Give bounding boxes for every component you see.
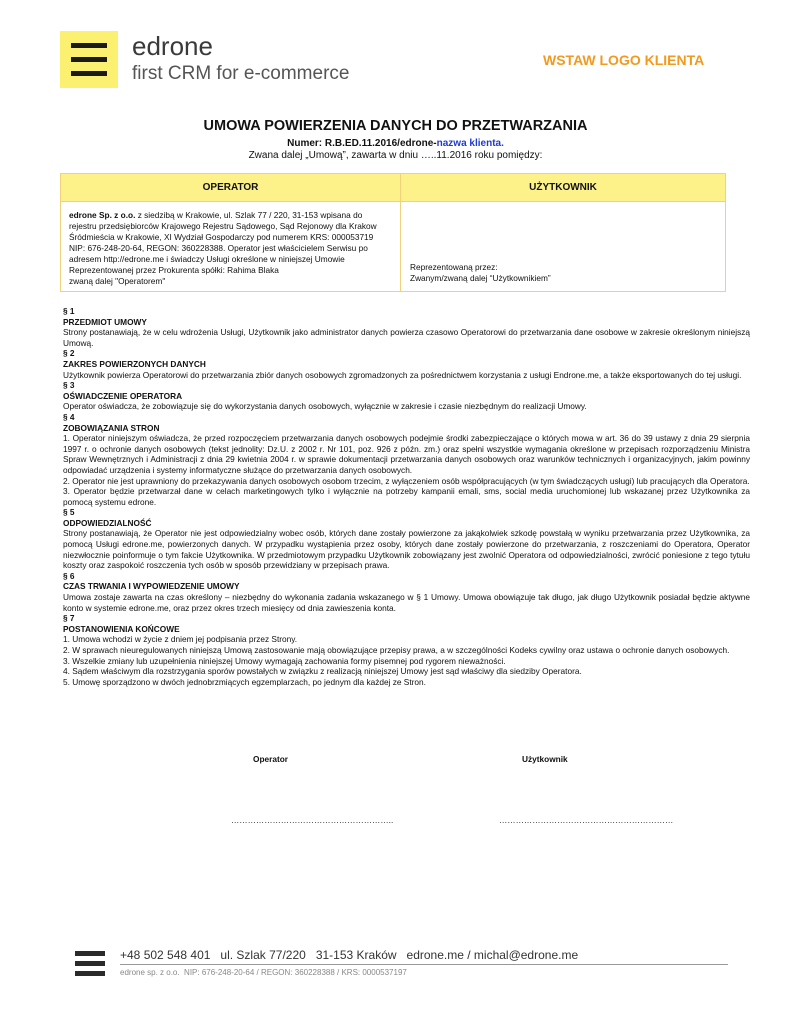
section-heading: ODPOWIEDZIALNOŚĆ: [63, 517, 152, 528]
contract-body: [63, 306, 750, 687]
section-number: § 1: [63, 306, 75, 316]
logo-bar: [75, 971, 105, 976]
section-heading: PRZEDMIOT UMOWY: [63, 316, 147, 327]
section-heading: POSTANOWIENIA KOŃCOWE: [63, 623, 180, 634]
operator-signature-line: …………………………………………………..: [231, 815, 394, 825]
logo-bar: [75, 961, 105, 966]
logo-bar: [71, 71, 107, 76]
contract-intro: Zwana dalej „Umową”, zawarta w dniu …..11.2016 roku pomiędzy:: [248, 150, 543, 161]
section-text: Użytkownik powierza Operatorowi do przetwarzania zbiór danych osobowych zgromadzonych za pośrednictwem korzystania z usługi Endrone.me, a także eksportowanych do tej usługi.: [63, 369, 742, 380]
section-paragraph: 2. Operator nie jest uprawniony do przekazywania danych osobowych osobom trzecim, z wyłączeniem osób współpracujących (w tym świadczących usługi) lub pracujących dla Operatora.: [63, 475, 750, 486]
operator-line: edrone Sp. z o.o. z siedzibą w Krakowie, ul. Szlak 77 / 220, 31-153 wpisana do: [69, 210, 363, 220]
section-number: § 3: [63, 380, 75, 391]
footer-contact: +48 502 548 401 ul. Szlak 77/220 31-153 Kraków edrone.me / michal@edrone.me: [120, 948, 579, 962]
footer-divider: [120, 964, 728, 965]
footer-logo-icon: [75, 951, 105, 977]
section-number: § 7: [63, 613, 75, 624]
operator-signature-label: Operator: [253, 754, 289, 764]
operator-details: [69, 210, 399, 287]
user-signature-line: ………………………………………………………: [499, 815, 674, 825]
edrone-logo-icon: [60, 31, 118, 88]
logo-bar: [71, 57, 107, 62]
operator-line: Śródmieścia w Krakowie, XI Wydział Gospodarczy pod numerem KRS: 000053719: [69, 232, 374, 242]
user-header: UŻYTKOWNIK: [401, 174, 725, 202]
operator-header: OPERATOR: [61, 174, 401, 202]
user-line: Reprezentowaną przez:: [410, 262, 498, 272]
section-paragraph: 3. Operator będzie przetwarzał dane w celach marketingowych tylko i wyłącznie na potrzeby kampanii emali, sms, social media uruchomionej lub wskazanej przez Użytkownika za pomocą systemu edrone.: [63, 486, 750, 507]
section-number: § 4: [63, 411, 75, 422]
section-number: § 2: [63, 348, 75, 359]
operator-line: zwaną dalej "Operatorem": [69, 276, 166, 286]
column-divider: [400, 201, 401, 291]
section-paragraph: 2. W sprawach nieuregulowanych niniejszą Umową zastosowanie mają obowiązujące przepisy prawa, a w szczególności Kodeks cywilny oraz ustawa o ochronie danych osobowych.: [63, 645, 730, 655]
section-text: Strony postanawiają, że w celu wdrożenia Usługi, Użytkownik jako administrator danych powierza czasowo Operatorowi do przetwarzania dane osobowe w zakresie określonym niniejszą Umową.: [63, 327, 750, 348]
section-heading: OŚWIADCZENIE OPERATORA: [63, 390, 183, 401]
section-paragraph: 5. Umowę sporządzono w dwóch jednobrzmiących egzemplarzach, po jednym dla każdej ze Stron.: [63, 676, 426, 687]
user-details: [410, 262, 551, 284]
section-paragraph: 3. Wszelkie zmiany lub uzupełnienia niniejszej Umowy wymagają zachowania formy pisemnej pod rygorem nieważności.: [63, 655, 506, 666]
footer-legal: edrone sp. z o.o. NIP: 676-248-20-64 / REGON: 360228388 / KRS: 0000537197: [120, 968, 407, 977]
operator-line: rejestru przedsiębiorców Krajowego Rejestru Sądowego, Sąd Rejonowy dla Krakow: [69, 221, 377, 231]
section-heading: ZOBOWIĄZANIA STRON: [63, 422, 160, 433]
user-line: Zwanym/zwaną dalej “Użytkownikiem”: [410, 273, 551, 283]
section-paragraph: 1. Operator niniejszym oświadcza, że przed rozpoczęciem przetwarzania danych osobowych podejmie środki zabezpieczające o których mowa w art. 36 do 39 ustawy z dnia 29 sierpnia 1997 r. o ochronie danych osobowych (tekst jednolity: Dz.U. z 2002 r. Nr 101, poz. 926 z późn. zm.) oraz spełni wszystkie wymagania określone w przepisach rozporządzeniu Ministra Spraw Wewnętrznych i Administracji z dnia 29 kwietnia 2004 r. w sprawie dokumentacji przetwarzania danych osobowych oraz warunków technicznych i organizacyjnych, jakim powinny odpowiadać urządzenia i systemy informatyczne służące do przetwarzania danych osobowych.: [63, 433, 750, 475]
section-number: § 6: [63, 570, 75, 581]
section-paragraph: 4. Sądem właściwym dla rozstrzygania sporów powstałych w związku z realizacją niniejszej Umowy jest sąd właściwy dla siedziby Operatora.: [63, 666, 582, 677]
section-heading: ZAKRES POWIERZONYCH DANYCH: [63, 358, 206, 369]
document-title: UMOWA POWIERZENIA DANYCH DO PRZETWARZANIA: [203, 118, 588, 134]
operator-line: Reprezentowanej przez Prokurenta spółki: Rahima Blaka: [69, 265, 279, 275]
brand-name: edrone: [132, 31, 213, 61]
section-number: § 5: [63, 507, 75, 518]
operator-company: edrone Sp. z o.o.: [69, 210, 136, 220]
logo-bar: [75, 951, 105, 956]
brand-tagline: first CRM for e-commerce: [132, 63, 350, 84]
operator-line: NIP: 676-248-20-64, REGON: 360228388. Operator jest właścicielem Serwisu po: [69, 243, 368, 253]
section-text: Umowa zostaje zawarta na czas określony – niezbędny do wykonania zadania wskazanego w § 1 Umowy. Umowa obowiązuje tak długo, jak długo Użytkownik posiadał będzie aktywne konto w systemie edrone.me, oraz przez okres trzech miesięcy od dnia zawieszenia konta.: [63, 592, 750, 613]
contract-number: [0, 138, 791, 149]
client-logo-placeholder: WSTAW LOGO KLIENTA: [543, 52, 705, 68]
operator-line: adresem http://edrone.me i świadczy Usługi określone w niniejszej Umowie: [69, 254, 345, 264]
logo-bar: [71, 43, 107, 48]
user-signature-label: Użytkownik: [522, 754, 568, 764]
section-text: Operator oświadcza, że zobowiązuje się do wykorzystania danych osobowych, wyłącznie w zakresie i czasie niezbędnym do realizacji Umowy.: [63, 401, 587, 412]
parties-table: [60, 173, 726, 292]
section-heading: CZAS TRWANIA I WYPOWIEDZENIE UMOWY: [63, 581, 240, 592]
contract-number-prefix: Numer: R.B.ED.11.2016/edrone-: [287, 138, 437, 149]
section-text: Strony postanawiają, że Operator nie jest odpowiedzialny wobec osób, których dane zostały powierzone za jakąkolwiek szkodę powstałą w wyniku przetwarzania przez Użytkownika, za pomocą Usługi edrone.me, powierzonych danych. W przypadku wystąpienia przez osoby, których dane zostały powierzone do przetwarzania, z roszczeniami do Operatora, Operator niezwłocznie poinformuje o tym fakcie Użytkownika. W przedmiotowym przypadku Użytkownik zobowiązany jest zwolnić Operatora od odpowiedzialności, zwrócić poniesione z tego tytułu koszty oraz zaspokoić roszczenia tych osób w sposób przewidziany w przepisach prawa.: [63, 528, 750, 571]
section-paragraph: 1. Umowa wchodzi w życie z dniem jej podpisania przez Strony.: [63, 634, 298, 645]
client-name-placeholder: nazwa klienta.: [436, 138, 504, 149]
